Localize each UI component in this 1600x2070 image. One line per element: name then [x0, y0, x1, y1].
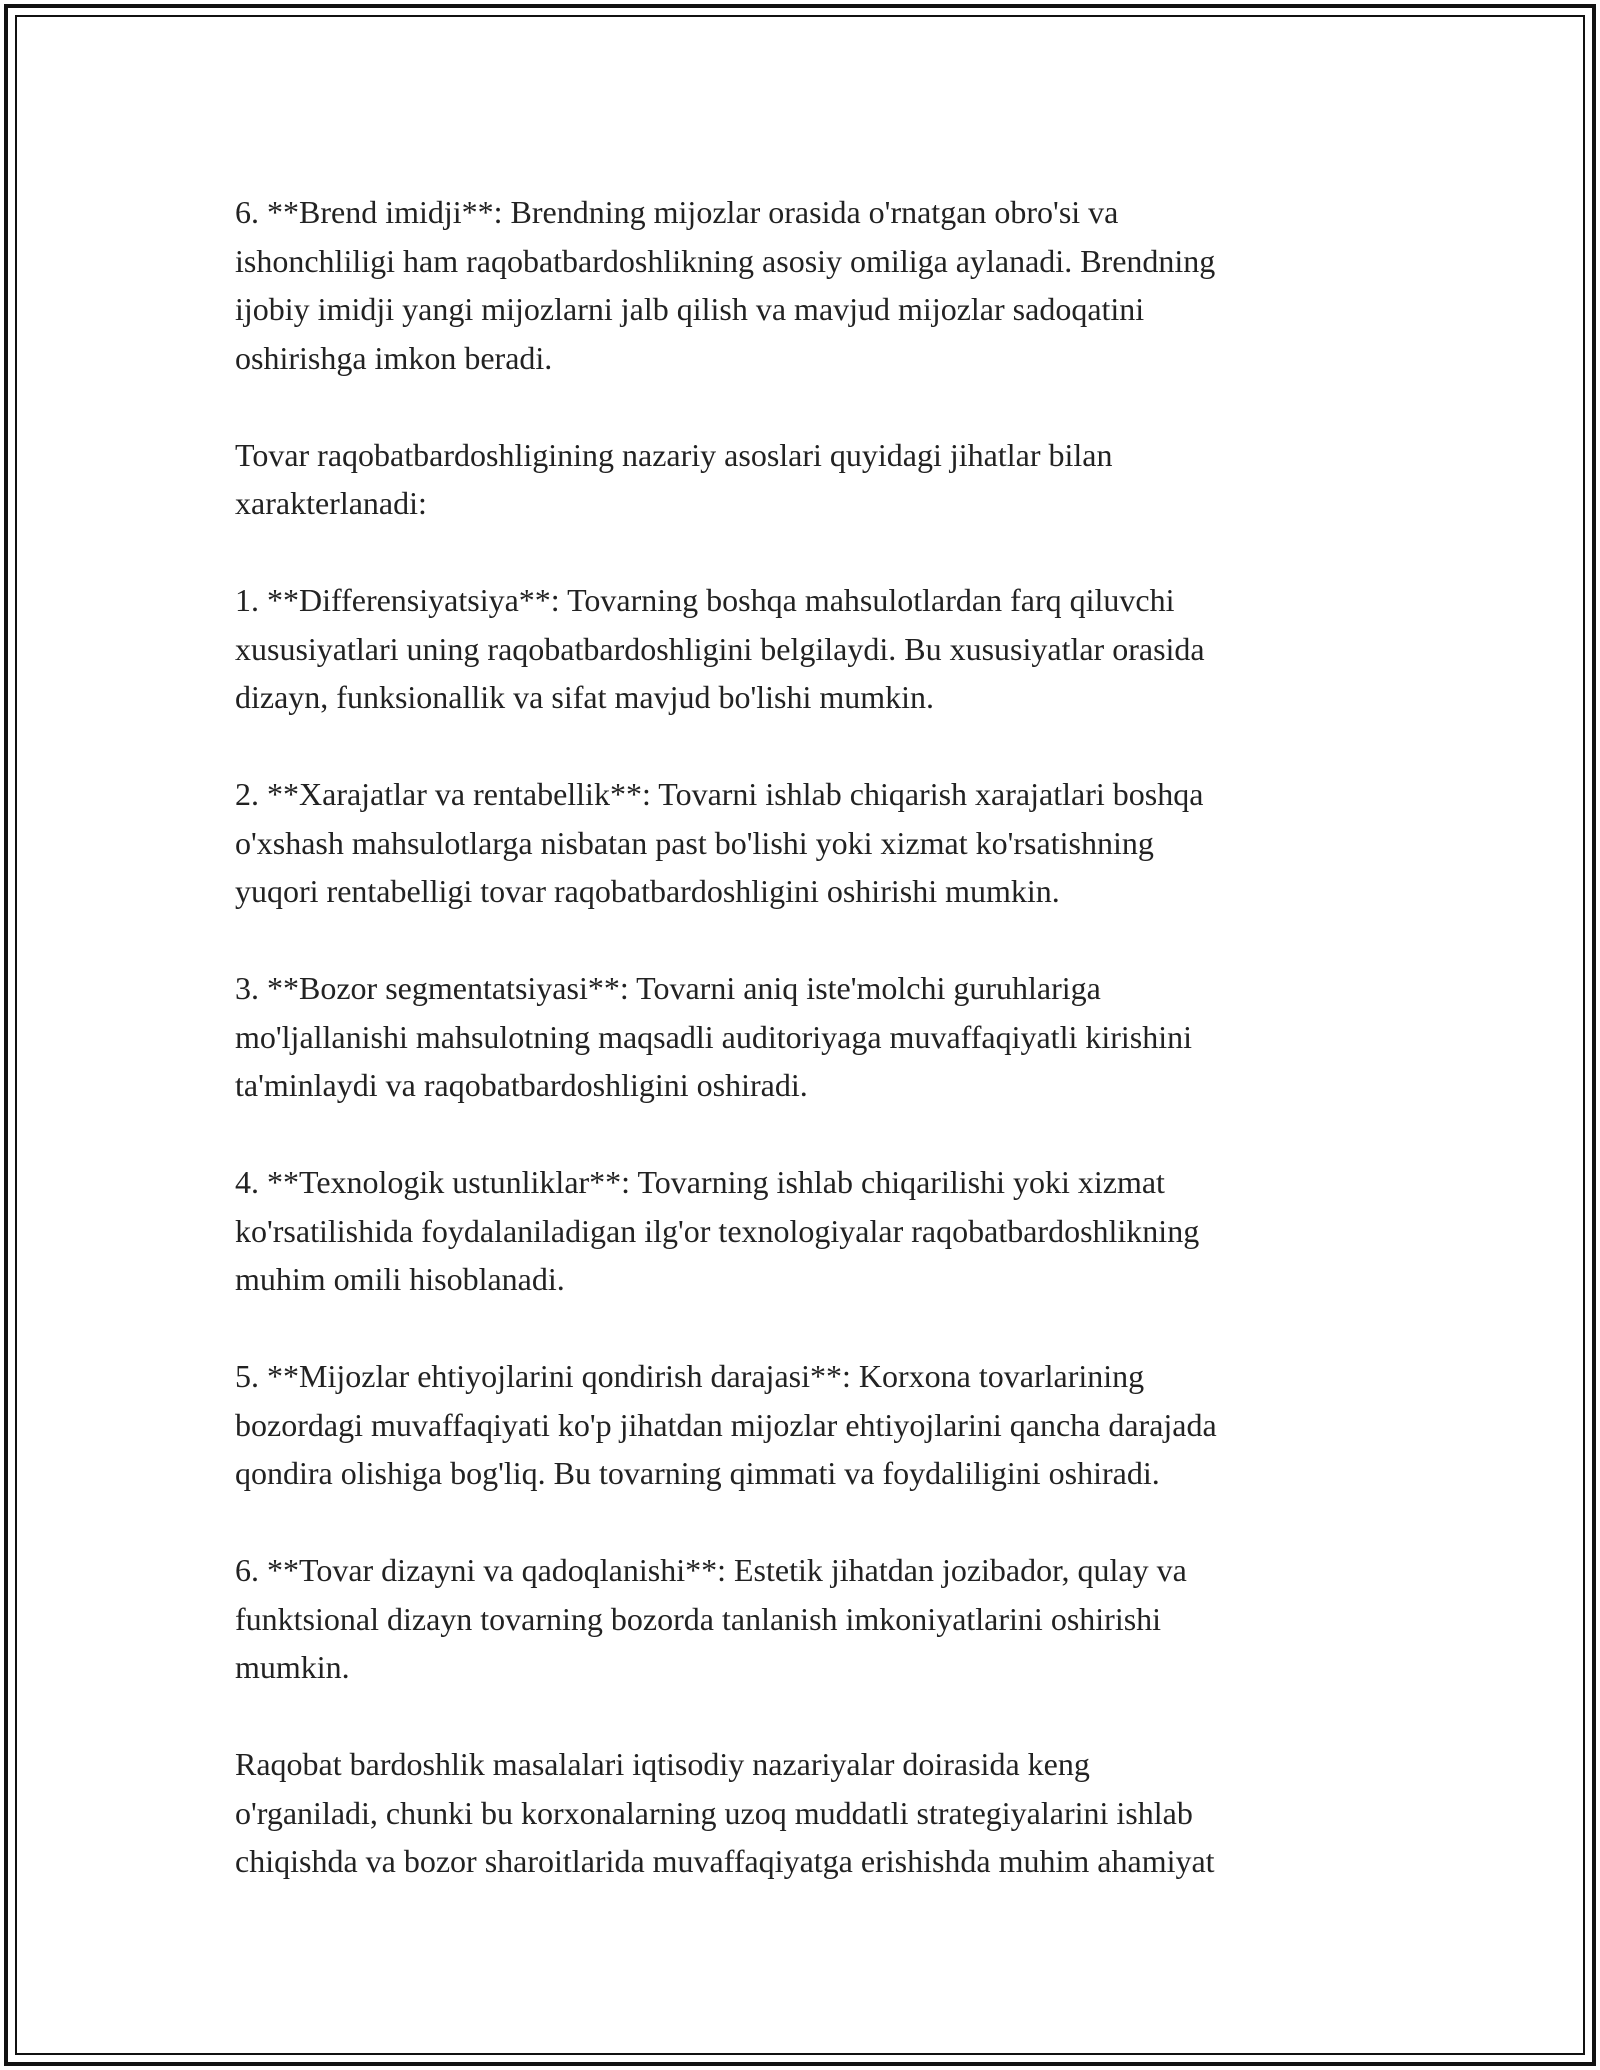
- paragraph-segmentation: 3. **Bozor segmentatsiyasi**: Tovarni aniq iste'molchi guruhlariga mo'ljallanishi mahsulotning maqsadli auditoriyaga muvaffaqiyatli kirishini ta'minlaydi va raqobatbardoshligini oshiradi.: [235, 970, 1193, 1103]
- paragraph-technology: 4. **Texnologik ustunliklar**: Tovarning ishlab chiqarilishi yoki xizmat ko'rsatilishida foydalaniladigan ilg'or texnologiyalar raqobatbardoshlikning muhim omili hisoblanadi.: [235, 1164, 1200, 1297]
- paragraph-design-packaging: 6. **Tovar dizayni va qadoqlanishi**: Estetik jihatdan jozibador, qulay va funktsional dizayn tovarning bozorda tanlanish imkoniyatlarini oshirishi mumkin.: [235, 1552, 1187, 1685]
- paragraph-conclusion: Raqobat bardoshlik masalalari iqtisodiy nazariyalar doirasida keng o'rganiladi, chunki bu korxonalarning uzoq muddatli strategiyalarini ishlab chiqishda va bozor sharoitlarida muvaffaqiyatga erishishda muhim ahamiyat: [235, 1746, 1215, 1879]
- paragraph-customer-needs: 5. **Mijozlar ehtiyojlarini qondirish darajasi**: Korxona tovarlarining bozordagi muvaffaqiyati ko'p jihatdan mijozlar ehtiyojlarini qancha darajada qondira olishiga bog'liq. Bu tovarning qimmati va foydaliligini oshiradi.: [235, 1358, 1217, 1491]
- paragraph-intro: Tovar raqobatbardoshligining nazariy asoslari quyidagi jihatlar bilan xarakterlanadi:: [235, 436, 1113, 521]
- document-body: [235, 188, 1380, 1886]
- paragraph-costs: 2. **Xarajatlar va rentabellik**: Tovarni ishlab chiqarish xarajatlari boshqa o'xshash mahsulotlarga nisbatan past bo'lishi yoki xizmat ko'rsatishning yuqori rentabelligi tovar raqobatbardoshligini oshirishi mumkin.: [235, 776, 1204, 909]
- paragraph-brand-image: 6. **Brend imidji**: Brendning mijozlar orasida o'rnatgan obro'si va ishonchliligi ham raqobatbardoshlikning asosiy omiliga aylanadi. Brendning ijobiy imidji yangi mijozlarni jalb qilish va mavjud mijozlar sadoqatini oshirishga imkon beradi.: [235, 194, 1216, 376]
- paragraph-differentiation: 1. **Differensiyatsiya**: Tovarning boshqa mahsulotlardan farq qiluvchi xususiyatlari uning raqobatbardoshligini belgilaydi. Bu xususiyatlar orasida dizayn, funksionallik va sifat mavjud bo'lishi mumkin.: [235, 582, 1205, 715]
